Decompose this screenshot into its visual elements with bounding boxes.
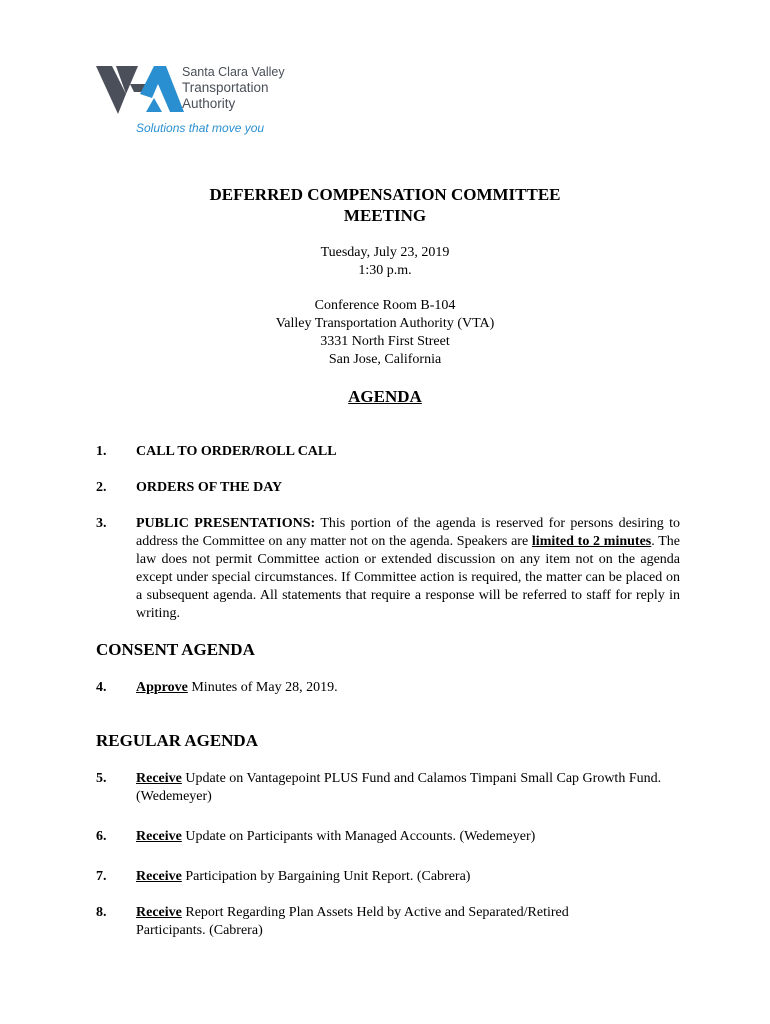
vta-logo [96,60,316,140]
item-text [136,868,680,886]
item-text: ORDERS OF THE DAY [136,480,283,495]
meeting-date: Tuesday, July 23, 2019 [320,245,450,260]
item-emphasis: limited to 2 minutes [531,534,652,549]
agenda-item-2 [96,479,680,497]
item-text: CALL TO ORDER/ROLL CALL [136,444,337,459]
item-lead: PUBLIC PRESENTATIONS: [136,516,316,531]
item-text-b: . The law does not permit Committee action or extended discussion on any item not on the agenda except under special circumstances. If Committee action is required, the matter can be placed on a subsequent agenda. All statements that require a response will be referred to staff for reply in writing. [136,534,681,621]
item-description: Update on Vantagepoint PLUS Fund and Calamos Timpani Small Cap Growth Fund. (Wedemeyer) [136,771,662,804]
item-number: 6. [96,829,107,844]
agenda-item-8 [96,904,680,940]
item-number: 2. [96,480,107,495]
item-description: Minutes of May 28, 2019. [187,680,338,695]
title-line-1: DEFERRED COMPENSATION COMMITTEE [209,185,561,204]
item-number: 4. [96,680,107,695]
agenda-item-6 [96,828,680,846]
meeting-time: 1:30 p.m. [358,263,412,278]
item-description: Participation by Bargaining Unit Report. (Cabrera) [181,869,471,884]
item-number: 7. [96,869,107,884]
agenda-item-7 [96,868,680,886]
meeting-datetime [0,244,770,280]
logo-line-3: Authority [182,96,236,111]
item-verb: Receive [136,905,182,920]
meeting-room: Conference Room B-104 [314,298,456,313]
meeting-org: Valley Transportation Authority (VTA) [275,316,495,331]
item-text-a: This portion of the agenda is reserved for persons desiring to address the Committee on any matter not on the agenda. Speakers are [136,516,680,549]
logo-line-2: Transportation [182,80,269,95]
agenda-heading: AGENDA [348,387,422,406]
title-line-2: MEETING [343,206,427,225]
consent-agenda-heading: CONSENT AGENDA [96,640,255,659]
item-verb: Receive [136,829,182,844]
item-description: Update on Participants with Managed Accounts. (Wedemeyer) [181,829,536,844]
item-text [136,828,680,846]
item-number: 3. [96,516,107,531]
agenda-item-5 [96,770,680,806]
agenda-item-3 [96,515,680,623]
logo-tagline: Solutions that move you [136,121,265,135]
meeting-location [0,297,770,369]
document-title [0,184,770,226]
item-description: Report Regarding Plan Assets Held by Active and Separated/Retired Participants. (Cabrera) [136,905,569,938]
meeting-street: 3331 North First Street [320,334,450,349]
item-text [136,904,616,940]
item-verb: Receive [136,869,182,884]
agenda-item-4 [96,679,680,697]
item-text [136,515,680,623]
item-number: 5. [96,771,107,786]
item-verb: Receive [136,771,182,786]
agenda-item-1 [96,443,680,461]
vta-logo-mark-icon [96,64,184,116]
logo-wordmark [182,64,285,112]
item-number: 8. [96,905,107,920]
item-text [136,679,680,697]
regular-agenda-heading: REGULAR AGENDA [96,731,258,750]
item-verb: Approve [136,680,188,695]
item-number: 1. [96,444,107,459]
logo-line-1: Santa Clara Valley [182,65,285,79]
item-text [136,770,680,806]
meeting-city: San Jose, California [328,352,442,367]
